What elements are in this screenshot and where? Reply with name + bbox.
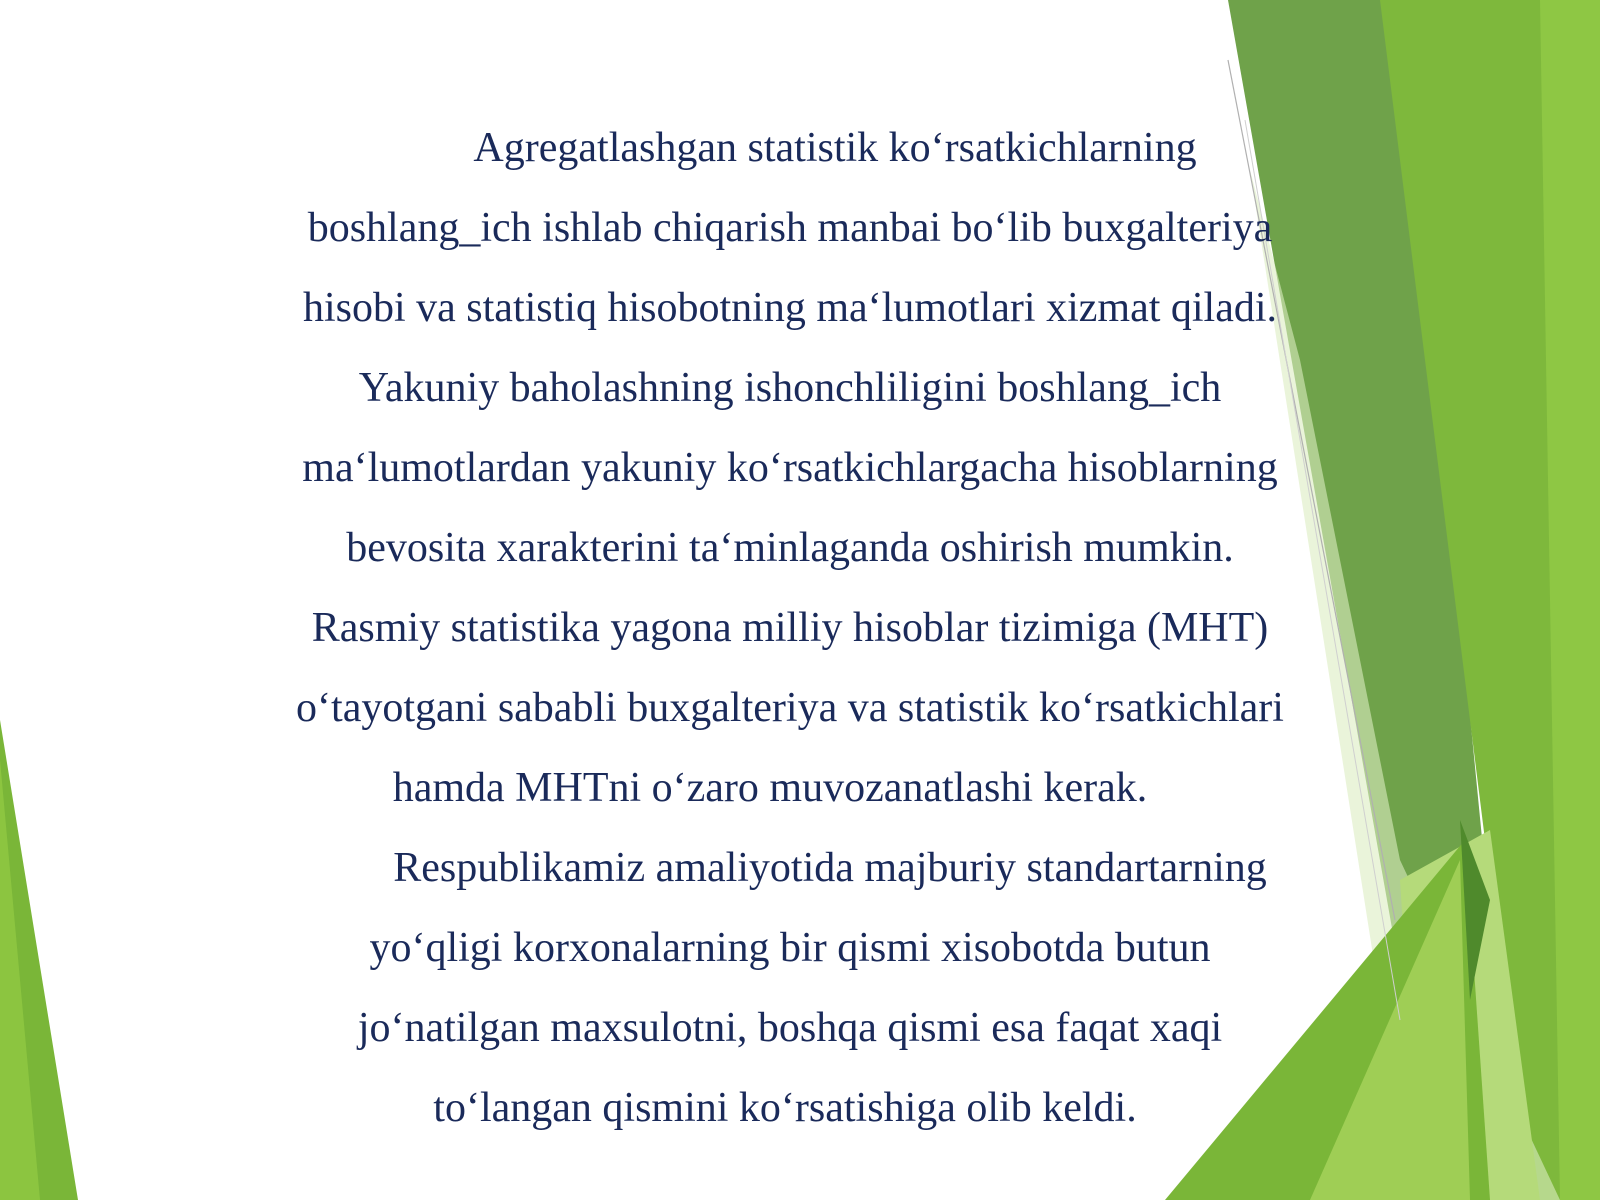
paragraph-1-line-7: Rasmiy statistika yagona milliy hisoblar tizimiga (MHT) (311, 605, 1269, 651)
paragraph-2-line-1: Respublikamiz amaliyotida majburiy standartarning (393, 845, 1267, 891)
slide-body-text (250, 108, 1330, 1148)
paragraph-1-line-9: hamda MHTni o‘zaro muvozanatlashi kerak. (392, 765, 1148, 811)
paragraph-1-line-6: bevosita xarakterini ta‘minlaganda oshirish mumkin. (346, 525, 1234, 571)
paragraph-2-line-4: to‘langan qismini ko‘rsatishiga olib keldi. (433, 1085, 1137, 1131)
paragraph-2-line-2: yo‘qligi korxonalarning bir qismi xisobotda butun (369, 925, 1211, 971)
paragraph-1-line-5: ma‘lumotlardan yakuniy ko‘rsatkichlargacha hisoblarning (302, 445, 1278, 491)
paragraph-1-line-4: Yakuniy baholashning ishonchliligini boshlang_ich (358, 365, 1222, 411)
paragraph-2-line-3: jo‘natilgan maxsulotni, boshqa qismi esa faqat xaqi (357, 1005, 1223, 1051)
paragraph-1-line-3: hisobi va statistiq hisobotning ma‘lumotlari xizmat qiladi. (302, 285, 1278, 331)
paragraph-1-line-2: boshlang_ich ishlab chiqarish manbai bo‘lib buxgalteriya (307, 205, 1273, 251)
paragraph-1-line-1: Agregatlashgan statistik ko‘rsatkichlarning (473, 125, 1197, 171)
paragraph-1-line-8: o‘tayotgani sababli buxgalteriya va statistik ko‘rsatkichlari (296, 685, 1284, 731)
